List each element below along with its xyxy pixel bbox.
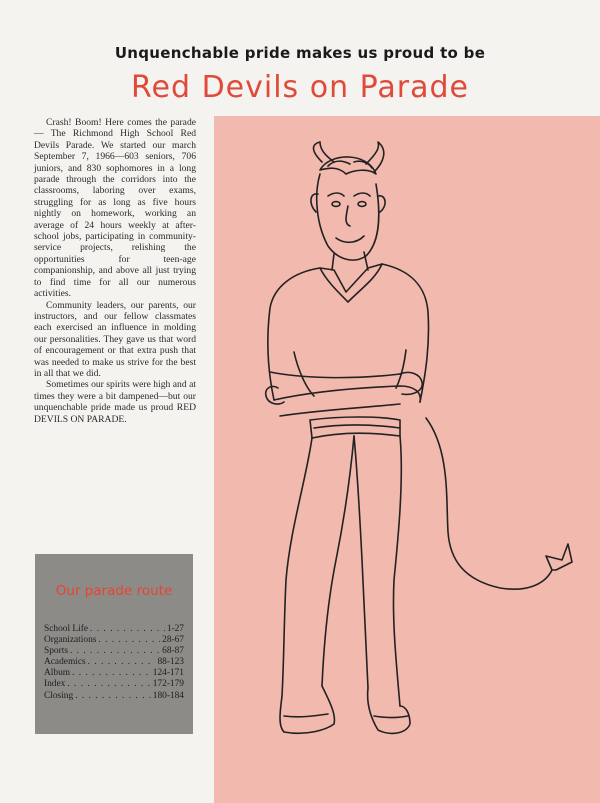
toc-item-school-life[interactable]: School Life . . . 1-27 (44, 624, 184, 635)
toc-item-organizations[interactable]: Organizations . . . 28-67 (44, 635, 184, 646)
page-title: Red Devils on Parade (131, 70, 469, 105)
red-devil-drawing (250, 140, 590, 740)
toc-item-album[interactable]: Album . . . 124-171 (44, 668, 184, 679)
parade-route-heading: Our parade route (55, 583, 173, 599)
intro-paragraph-1: Crash! Boom! Here comes the parade — The Richmond High School Red Devils Parade. We started our march September 7, 1966—603 seniors, 706 juniors, and 830 sophomores in a long parade through the corridors into the classrooms, laboring over exams, struggling for as long as five hours nightly on homework, working an average of 24 hours weekly at after-school jobs, participating in community-service projects, relishing the opportunities for teen-age companionship, and above all just trying to find time for all our numerous activities. (34, 117, 196, 300)
page-subtitle: Unquenchable pride makes us proud to be (114, 44, 486, 62)
toc-item-index[interactable]: Index . . . 172-179 (44, 679, 184, 690)
intro-paragraph-2: Community leaders, our parents, our instructors, and our fellow classmates each exercised an influence in molding our personalities. They gave us that word of encouragement or that extra push that was needed to make us strive for the best in all that we did. (34, 299, 196, 379)
toc-item-academics[interactable]: Academics . . . 88-123 (44, 657, 184, 668)
toc-item-closing[interactable]: Closing . . . 180-184 (44, 691, 184, 702)
red-devil-illustration (250, 140, 590, 740)
intro-paragraph-3: Sometimes our spirits were high and at times they were a bit dampened—but our unquenchable pride made us proud RED DEVILS ON PARADE. (34, 379, 196, 425)
intro-text (34, 117, 196, 425)
parade-route-box (35, 554, 193, 734)
toc-item-sports[interactable]: Sports . . . 68-87 (44, 646, 184, 657)
table-of-contents (44, 624, 184, 702)
